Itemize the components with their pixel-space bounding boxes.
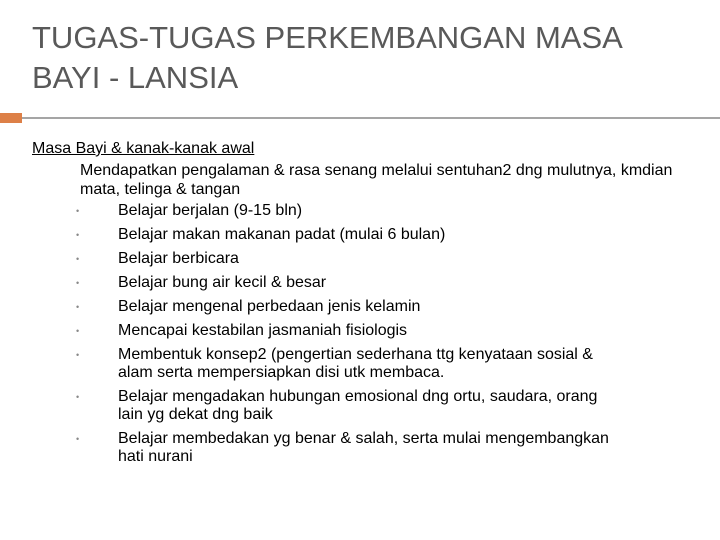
slide-body — [32, 140, 692, 472]
slide-title: TUGAS-TUGAS PERKEMBANGAN MASA BAYI - LANSIA — [32, 20, 622, 95]
list-item-text: Belajar berjalan (9-15 bln) — [118, 202, 303, 219]
title-divider — [22, 117, 720, 119]
list-item — [32, 250, 618, 268]
list-item-text: Belajar berbicara — [118, 250, 239, 267]
bullet-icon: • — [76, 254, 80, 264]
task-list — [32, 202, 692, 466]
list-item-text: Belajar mengadakan hubungan emosional dng ortu, saudara, orang lain yg dekat dng baik — [118, 388, 598, 423]
bullet-icon: • — [76, 278, 80, 288]
bullet-icon: • — [76, 326, 80, 336]
list-item — [32, 202, 618, 220]
list-item — [32, 430, 618, 466]
list-item — [32, 226, 618, 244]
section-heading: Masa Bayi & kanak-kanak awal — [32, 140, 255, 157]
list-item-text: Belajar mengenal perbedaan jenis kelamin — [118, 298, 421, 315]
list-item — [32, 388, 618, 424]
intro-text: Mendapatkan pengalaman & rasa senang melalui sentuhan2 dng mulutnya, kmdian mata, telinga & tangan — [80, 162, 673, 198]
list-item — [32, 346, 618, 382]
list-item-text: Belajar membedakan yg benar & salah, serta mulai mengembangkan hati nurani — [118, 430, 609, 465]
bullet-icon: • — [76, 302, 80, 312]
bullet-icon: • — [76, 434, 80, 444]
list-item — [32, 322, 618, 340]
bullet-icon: • — [76, 350, 80, 360]
list-item — [32, 298, 618, 316]
bullet-icon: • — [76, 206, 80, 216]
list-item-text: Belajar bung air kecil & besar — [118, 274, 327, 291]
accent-bar — [0, 113, 22, 123]
bullet-icon: • — [76, 392, 80, 402]
list-item — [32, 274, 618, 292]
list-item-text: Mencapai kestabilan jasmaniah fisiologis — [118, 322, 408, 339]
list-item-text: Membentuk konsep2 (pengertian sederhana ttg kenyataan sosial & alam serta mempersiapkan disi utk membaca. — [118, 346, 593, 381]
bullet-icon: • — [76, 230, 80, 240]
list-item-text: Belajar makan makanan padat (mulai 6 bulan) — [118, 226, 446, 243]
